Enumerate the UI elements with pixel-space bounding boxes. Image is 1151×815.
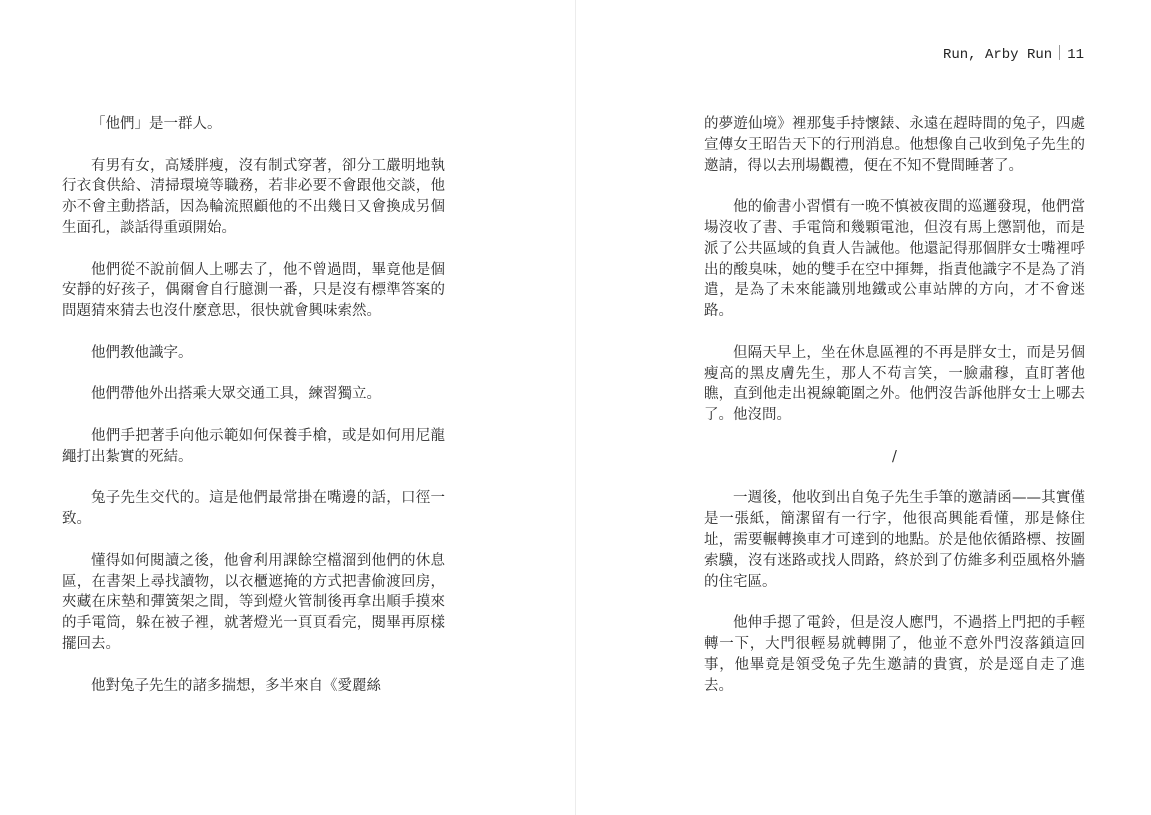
paragraph: 一週後，他收到出自兔子先生手筆的邀請函——其實僅是一張紙，簡潔留有一行字，他很高興能看懂，那是條住址，需要輾轉換車才可達到的地點。於是他依循路標、按圖索驥，沒有迷路或找人問路，終於到了仿維多利亞風格外牆的住宅區。 xyxy=(704,490,1085,590)
paragraph: 他伸手摁了電鈴，但是沒人應門，不過搭上門把的手輕轉一下，大門很輕易就轉開了，他並不意外門沒落鎖這回事，他畢竟是領受兔子先生邀請的貴賓，於是逕自走了進去。 xyxy=(704,615,1085,694)
header-separator xyxy=(1059,45,1060,60)
paragraph: 他們從不說前個人上哪去了，他不曾過問，畢竟他是個安靜的好孩子，偶爾會自行臆測一番，只是沒有標準答案的問題猜來猜去也沒什麼意思，很快就會興味索然。 xyxy=(62,261,445,320)
page-number: 11 xyxy=(1067,47,1084,63)
paragraph: 「他們」是一群人。 xyxy=(91,116,222,132)
right-page-body xyxy=(704,114,1085,696)
running-header xyxy=(943,45,1084,63)
paragraph: 兔子先生交代的。這是他們最常掛在嘴邊的話，口徑一致。 xyxy=(62,490,445,528)
paragraph: 他們帶他外出搭乘大眾交通工具，練習獨立。 xyxy=(91,386,381,403)
paragraph-continued: 的夢遊仙境》裡那隻手持懷錶、永遠在趕時間的兔子，四處宣傳女王昭告天下的行刑消息。他想像自己收到兔子先生的邀請，得以去刑場觀禮，便在不知不覺間睡著了。 xyxy=(704,116,1085,174)
paragraph: 懂得如何閱讀之後，他會利用課餘空檔溜到他們的休息區，在書架上尋找讀物，以衣櫃遮掩的方式把書偷渡回房，夾藏在床墊和彈簧架之間，等到燈火管制後再拿出順手摸來的手電筒，躲在被子裡，就著燈光一頁頁看完，閱畢再原樣擺回去。 xyxy=(62,552,445,652)
left-page xyxy=(0,0,575,815)
paragraph: 他的偷書小習慣有一晚不慎被夜間的巡邏發現，他們當場沒收了書、手電筒和幾顆電池，但沒有馬上懲罰他，而是派了公共區域的負責人告誡他。他還記得那個胖女士嘴裡呼出的酸臭味，她的雙手在空中揮舞，指責他識字不是為了消遣，是為了未來能識別地鐵或公車站牌的方向，才不會迷路。 xyxy=(704,199,1085,320)
paragraph: 他們教他識字。 xyxy=(91,344,193,361)
running-header-title: Run, Arby Run xyxy=(942,47,1053,63)
paragraph: 有男有女，高矮胖瘦，沒有制式穿著，卻分工嚴明地執行衣食供給、清掃環境等職務，若非必要不會跟他交談，他亦不會主動搭話，因為輪流照顧他的不出幾日又會換成另個生面孔，談話得重頭開始。 xyxy=(62,157,445,236)
right-page xyxy=(576,0,1151,815)
left-page-body xyxy=(62,114,445,696)
paragraph: 但隔天早上，坐在休息區裡的不再是胖女士，而是另個瘦高的黑皮膚先生，那人不苟言笑，一臉肅穆，直盯著他瞧，直到他走出視線範圍之外。他們沒告訴他胖女士上哪去了。他沒問。 xyxy=(704,344,1085,424)
section-divider: / xyxy=(892,448,897,465)
paragraph: 他們手把著手向他示範如何保養手槍，或是如何用尼龍繩打出紮實的死結。 xyxy=(62,427,445,465)
paragraph: 他對兔子先生的諸多揣想，多半來自《愛麗絲 xyxy=(91,677,381,694)
